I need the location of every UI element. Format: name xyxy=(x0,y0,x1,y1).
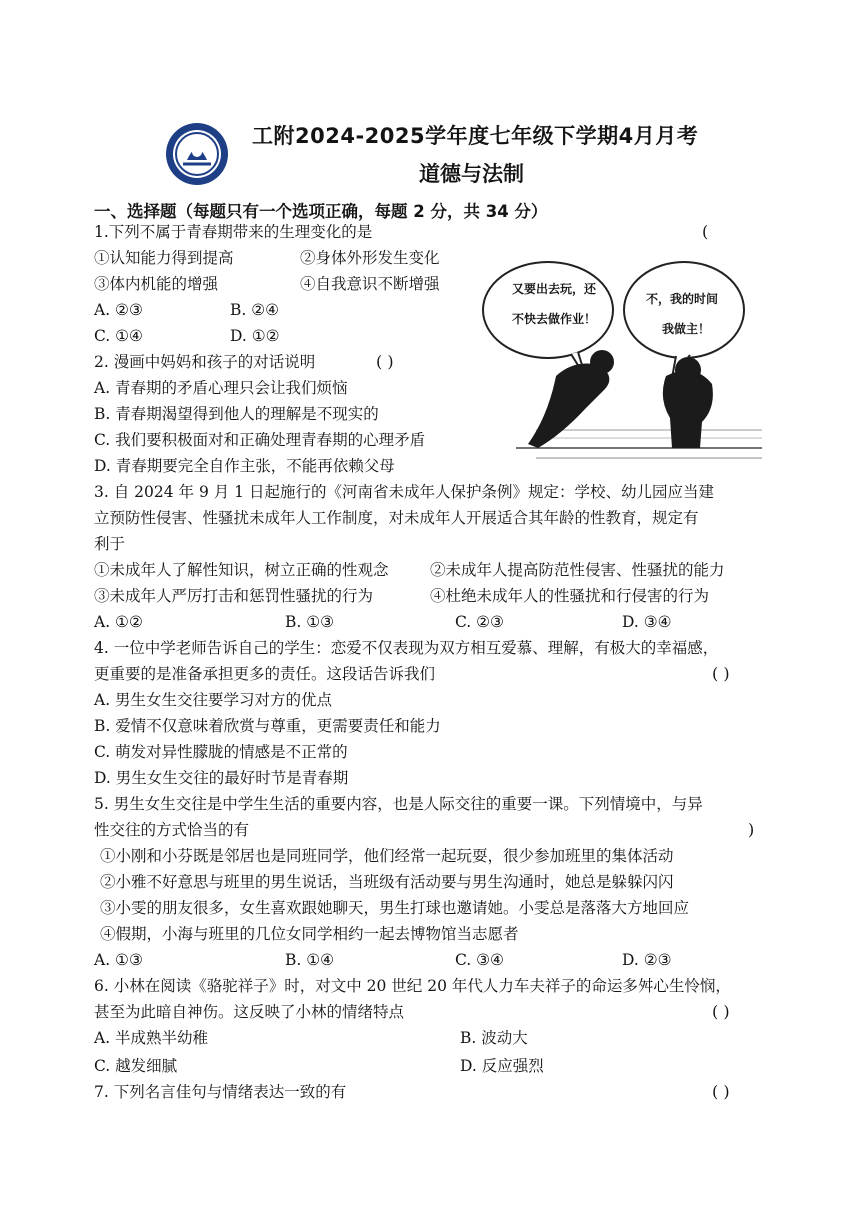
q6-choice-b: B. 波动大 xyxy=(460,1029,528,1047)
q4-stem-line2: 更重要的是准备承担更多的责任。这段话告诉我们 xyxy=(94,665,436,683)
q1-answer-paren: ( xyxy=(702,222,709,241)
mother-child-cartoon xyxy=(476,258,762,468)
q1-option-2: ②身体外形发生变化 xyxy=(300,249,440,267)
q1-choice-d: D. ①② xyxy=(230,327,280,345)
q3-stem-line2: 立预防性侵害、性骚扰未成年人工作制度，对未成年人开展适合其年龄的性教育，规定有 xyxy=(94,509,699,527)
q5-choice-b: B. ①④ xyxy=(285,951,335,969)
q5-situation-3: ③小雯的朋友很多，女生喜欢跟她聊天，男生打球也邀请她。小雯总是落落大方地回应 xyxy=(100,899,690,917)
q5-choice-a: A. ①③ xyxy=(94,951,143,969)
kid-speech-line2: 我做主！ xyxy=(662,322,711,336)
kid-speech-line1: 不，我的时间 xyxy=(646,292,719,306)
school-logo-icon xyxy=(165,122,229,186)
q7-stem: 7. 下列名言佳句与情绪表达一致的有 xyxy=(94,1083,347,1101)
q1-choice-b: B. ②④ xyxy=(230,301,280,319)
q1-option-3: ③体内机能的增强 xyxy=(94,275,219,293)
q2-choice-a: A. 青春期的矛盾心理只会让我们烦恼 xyxy=(94,379,348,397)
q3-stem-line1: 3. 自 2024 年 9 月 1 日起施行的《河南省未成年人保护条例》规定：学校、幼儿园应当建 xyxy=(94,483,714,501)
mom-speech-line1: 又要出去玩，还 xyxy=(512,282,597,296)
q4-choice-a: A. 男生女生交往要学习对方的优点 xyxy=(94,691,333,709)
q2-choice-d: D. 青春期要完全自作主张，不能再依赖父母 xyxy=(94,457,395,475)
q3-choice-c: C. ②③ xyxy=(455,613,504,631)
q6-choice-a: A. 半成熟半幼稚 xyxy=(94,1029,209,1047)
q2-stem: 2. 漫画中妈妈和孩子的对话说明 xyxy=(94,353,316,371)
q3-choice-d: D. ③④ xyxy=(622,613,672,631)
exam-subject: 道德与法制 xyxy=(419,162,524,186)
q1-option-1: ①认知能力得到提高 xyxy=(94,249,234,267)
q5-stem-line1: 5. 男生女生交往是中学生生活的重要内容，也是人际交往的重要一课。下列情境中，与异 xyxy=(94,795,703,813)
q5-answer-paren: ) xyxy=(748,820,755,839)
mom-speech-line2: 不快去做作业！ xyxy=(512,312,597,326)
section-heading: 一、选择题（每题只有一个选项正确，每题 2 分，共 34 分） xyxy=(94,202,548,221)
q2-choice-b: B. 青春期渴望得到他人的理解是不现实的 xyxy=(94,405,379,423)
q3-stem-line3: 利于 xyxy=(94,535,126,553)
q5-choice-d: D. ②③ xyxy=(622,951,672,969)
q3-option-2: ②未成年人提高防范性侵害、性骚扰的能力 xyxy=(430,561,725,579)
q7-answer-paren: ( ) xyxy=(712,1082,730,1101)
q6-stem-line2: 甚至为此暗自神伤。这反映了小林的情绪特点 xyxy=(94,1003,405,1021)
q2-answer-paren: ( ) xyxy=(376,352,394,371)
q6-answer-paren: ( ) xyxy=(712,1002,730,1021)
q4-choice-d: D. 男生女生交往的最好时节是青春期 xyxy=(94,769,349,787)
q5-stem-line2: 性交往的方式恰当的有 xyxy=(94,821,250,839)
q4-answer-paren: ( ) xyxy=(712,664,730,683)
q1-option-4: ④自我意识不断增强 xyxy=(300,275,440,293)
q5-situation-1: ①小刚和小芬既是邻居也是同班同学，他们经常一起玩耍，很少参加班里的集体活动 xyxy=(100,847,674,865)
q6-stem-line1: 6. 小林在阅读《骆驼祥子》时，对文中 20 世纪 20 年代人力车夫祥子的命运多舛心生怜悯， xyxy=(94,977,731,995)
q6-choice-c: C. 越发细腻 xyxy=(94,1057,178,1075)
q5-choice-c: C. ③④ xyxy=(455,951,504,969)
q3-option-1: ①未成年人了解性知识，树立正确的性观念 xyxy=(94,561,389,579)
q1-stem: 1.下列不属于青春期带来的生理变化的是 xyxy=(94,223,373,241)
q3-option-4: ④杜绝未成年人的性骚扰和行侵害的行为 xyxy=(430,587,710,605)
q3-choice-b: B. ①③ xyxy=(285,613,335,631)
q4-stem-line1: 4. 一位中学老师告诉自己的学生：恋爱不仅表现为双方相互爱慕、理解，有极大的幸福感， xyxy=(94,639,719,657)
q6-choice-d: D. 反应强烈 xyxy=(460,1057,544,1075)
q5-situation-4: ④假期，小海与班里的几位女同学相约一起去博物馆当志愿者 xyxy=(100,925,519,943)
exam-title: 工附2024-2025学年度七年级下学期4月月考 xyxy=(252,124,699,148)
q1-choice-a: A. ②③ xyxy=(94,301,143,319)
q2-choice-c: C. 我们要积极面对和正确处理青春期的心理矛盾 xyxy=(94,431,426,449)
q1-choice-c: C. ①④ xyxy=(94,327,143,345)
q5-situation-2: ②小雅不好意思与班里的男生说话，当班级有活动要与男生沟通时，她总是躲躲闪闪 xyxy=(100,873,674,891)
q3-choice-a: A. ①② xyxy=(94,613,143,631)
q4-choice-c: C. 萌发对异性朦胧的情感是不正常的 xyxy=(94,743,348,761)
q4-choice-b: B. 爱情不仅意味着欣赏与尊重，更需要责任和能力 xyxy=(94,717,441,735)
q3-option-3: ③未成年人严厉打击和惩罚性骚扰的行为 xyxy=(94,587,374,605)
